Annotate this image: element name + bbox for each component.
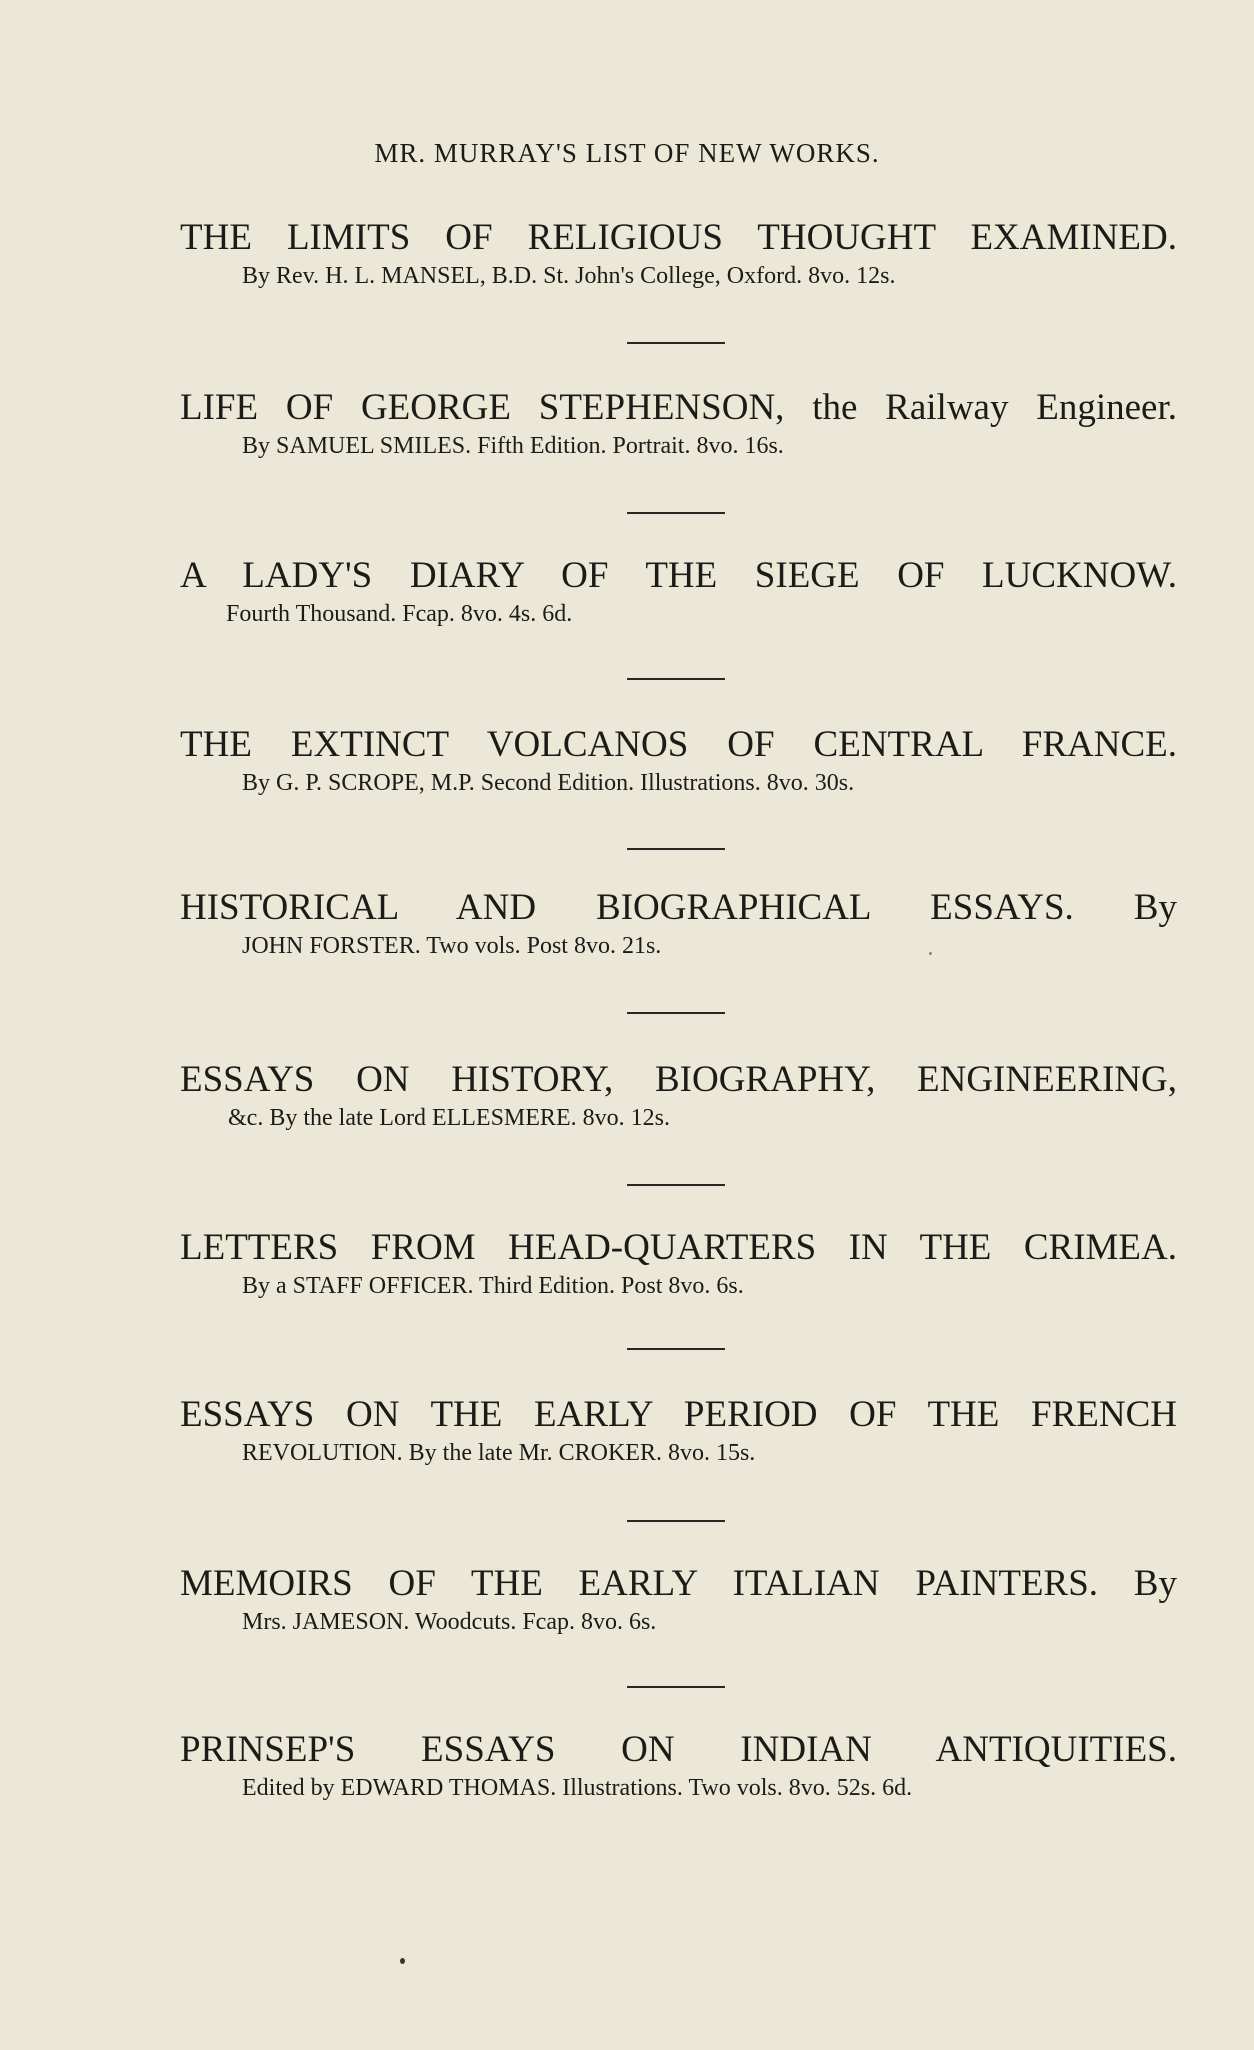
divider-rule	[627, 512, 725, 514]
divider-rule	[627, 1686, 725, 1688]
book-title: PRINSEP'S ESSAYS ON INDIAN ANTIQUITIES.	[180, 1729, 1177, 1770]
book-title: A LADY'S DIARY OF THE SIEGE OF LUCKNOW.	[180, 555, 1177, 596]
list-item	[180, 1562, 1177, 1638]
ink-dot	[400, 1958, 405, 1964]
list-item	[180, 1393, 1177, 1469]
list-item	[180, 554, 1177, 630]
divider-rule	[627, 342, 725, 344]
book-details: &c. By the late Lord ELLESMERE. 8vo. 12s.	[228, 1105, 670, 1131]
divider-rule	[627, 1348, 725, 1350]
book-title: HISTORICAL AND BIOGRAPHICAL ESSAYS. By	[180, 887, 1177, 928]
list-item	[180, 216, 1177, 292]
list-item	[180, 1226, 1177, 1302]
divider-rule	[627, 1012, 725, 1014]
book-title: ESSAYS ON THE EARLY PERIOD OF THE FRENCH	[180, 1394, 1177, 1435]
divider-rule	[627, 1520, 725, 1522]
book-details: Mrs. JAMESON. Woodcuts. Fcap. 8vo. 6s.	[242, 1609, 657, 1635]
list-item	[180, 1728, 1177, 1804]
book-title: THE EXTINCT VOLCANOS OF CENTRAL FRANCE.	[180, 724, 1177, 765]
divider-rule	[627, 678, 725, 680]
list-item	[180, 386, 1177, 462]
book-details: By G. P. SCROPE, M.P. Second Edition. Illustrations. 8vo. 30s.	[242, 770, 855, 796]
book-details: By Rev. H. L. MANSEL, B.D. St. John's College, Oxford. 8vo. 12s.	[242, 263, 896, 289]
paper-speck	[929, 952, 932, 955]
list-item	[180, 723, 1177, 799]
book-details: REVOLUTION. By the late Mr. CROKER. 8vo. 15s.	[242, 1440, 756, 1466]
book-title: ESSAYS ON HISTORY, BIOGRAPHY, ENGINEERING,	[180, 1059, 1177, 1100]
book-details: By SAMUEL SMILES. Fifth Edition. Portrait. 8vo. 16s.	[242, 433, 784, 459]
book-title: LETTERS FROM HEAD-QUARTERS IN THE CRIMEA.	[180, 1227, 1177, 1268]
book-title: LIFE OF GEORGE STEPHENSON, the Railway Engineer.	[180, 387, 1177, 428]
running-head: MR. MURRAY'S LIST OF NEW WORKS.	[374, 138, 880, 168]
book-title: MEMOIRS OF THE EARLY ITALIAN PAINTERS. By	[180, 1563, 1177, 1604]
divider-rule	[627, 1184, 725, 1186]
book-details: Fourth Thousand. Fcap. 8vo. 4s. 6d.	[226, 601, 573, 627]
list-item	[180, 1058, 1177, 1134]
book-details: Edited by EDWARD THOMAS. Illustrations. Two vols. 8vo. 52s. 6d.	[242, 1775, 913, 1801]
divider-rule	[627, 848, 725, 850]
book-details: By a STAFF OFFICER. Third Edition. Post 8vo. 6s.	[242, 1273, 744, 1299]
book-title: THE LIMITS OF RELIGIOUS THOUGHT EXAMINED.	[180, 217, 1177, 258]
list-item	[180, 886, 1177, 962]
book-details: JOHN FORSTER. Two vols. Post 8vo. 21s.	[242, 933, 662, 959]
